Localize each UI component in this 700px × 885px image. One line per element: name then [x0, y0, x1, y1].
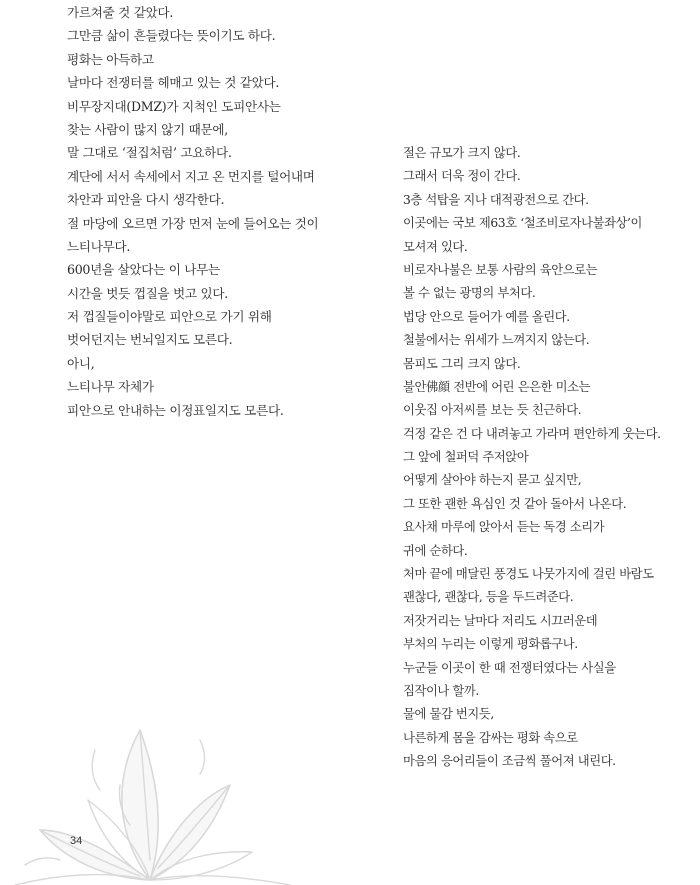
- text-line: 이곳에는 국보 제63호 ‘철조비로자나불좌상’이: [403, 216, 643, 231]
- left-text-column: [67, 1, 367, 422]
- text-line: 벗어던지는 번뇌일지도 모른다.: [67, 332, 233, 348]
- lotus-flower-sketch-icon: [0, 690, 300, 885]
- text-line: 괜찮다, 괜찮다, 등을 두드려준다.: [403, 590, 574, 605]
- text-line: 철불에서는 위세가 느껴지지 않는다.: [403, 333, 590, 348]
- text-line: 평화는 아득하고: [67, 51, 154, 67]
- text-line: 절은 규모가 크지 않다.: [403, 146, 521, 160]
- text-line: 가르쳐줄 것 같았다.: [67, 5, 174, 20]
- text-line: 마음의 응어리들이 조금씩 풀어져 내린다.: [403, 754, 616, 769]
- text-line: 피안으로 안내하는 이정표일지도 모른다.: [67, 402, 284, 418]
- text-line: 3층 석탑을 지나 대적광전으로 간다.: [403, 192, 589, 207]
- text-line: 처마 끝에 매달린 풍경도 나뭇가지에 걸린 바람도: [403, 567, 654, 582]
- text-line: 귀에 순하다.: [403, 543, 468, 558]
- text-line: 느티나무 자체가: [67, 379, 154, 395]
- text-line: 부처의 누리는 이렇게 평화롭구나.: [403, 637, 578, 652]
- text-line: 물에 물감 번지듯,: [403, 707, 494, 722]
- text-line: 찾는 사람이 많지 않기 때문에,: [67, 121, 228, 137]
- text-line: 그래서 더욱 정이 간다.: [403, 169, 521, 184]
- text-line: 모셔져 있다.: [403, 239, 468, 254]
- text-line: 누군들 이곳이 한 때 전쟁터였다는 사실을: [403, 660, 616, 675]
- text-line: 느티나무다.: [67, 238, 131, 254]
- text-line: 불안佛顔 전반에 어린 은은한 미소는: [403, 379, 591, 394]
- text-line: 어떻게 살아야 하는지 묻고 싶지만,: [403, 473, 582, 488]
- page-number: 34: [70, 835, 83, 847]
- text-line: 날마다 전쟁터를 헤매고 있는 것 같았다.: [67, 75, 280, 91]
- text-line: 비무장지대(DMZ)가 지척인 도피안사는: [67, 98, 281, 114]
- text-line: 말 그대로 ‘절집처럼’ 고요하다.: [67, 145, 232, 161]
- text-line: 요사채 마루에 앉아서 듣는 독경 소리가: [403, 520, 605, 535]
- text-line: 볼 수 없는 광명의 부처다.: [403, 286, 536, 301]
- text-line: 차안과 피안을 다시 생각한다.: [67, 192, 225, 208]
- text-line: 그만큼 삶이 흔들렸다는 뜻이기도 하다.: [67, 28, 276, 44]
- text-line: 몸피도 그리 크지 않다.: [403, 356, 521, 371]
- right-text-column: [403, 142, 693, 774]
- text-line: 이웃집 아저씨를 보는 듯 친근하다.: [403, 403, 582, 418]
- text-line: 비로자나불은 보통 사람의 육안으로는: [403, 262, 598, 277]
- text-line: 절 마당에 오르면 가장 먼저 눈에 들어오는 것이: [67, 215, 319, 231]
- text-line: 600년을 살았다는 이 나무는: [67, 262, 220, 278]
- text-line: 계단에 서서 속세에서 지고 온 먼지를 털어내며: [67, 168, 315, 184]
- text-line: 나른하게 몸을 감싸는 평화 속으로: [403, 730, 578, 745]
- text-line: 법당 안으로 들어가 예를 올린다.: [403, 309, 570, 324]
- text-line: 아니,: [67, 355, 95, 371]
- text-line: 짐작이나 할까.: [403, 683, 479, 698]
- text-line: 저 껍질들이야말로 피안으로 가기 위해: [67, 309, 272, 325]
- text-line: 그 또한 괜한 욕심인 것 같아 돌아서 나온다.: [403, 496, 627, 511]
- text-line: 걱정 같은 건 다 내려놓고 가라며 편안하게 웃는다.: [403, 426, 661, 441]
- text-line: 저잣거리는 날마다 저리도 시끄러운데: [403, 613, 598, 628]
- text-line: 그 앞에 철퍼덕 주저앉아: [403, 450, 529, 465]
- text-line: 시간을 벗듯 껍질을 벗고 있다.: [67, 285, 228, 301]
